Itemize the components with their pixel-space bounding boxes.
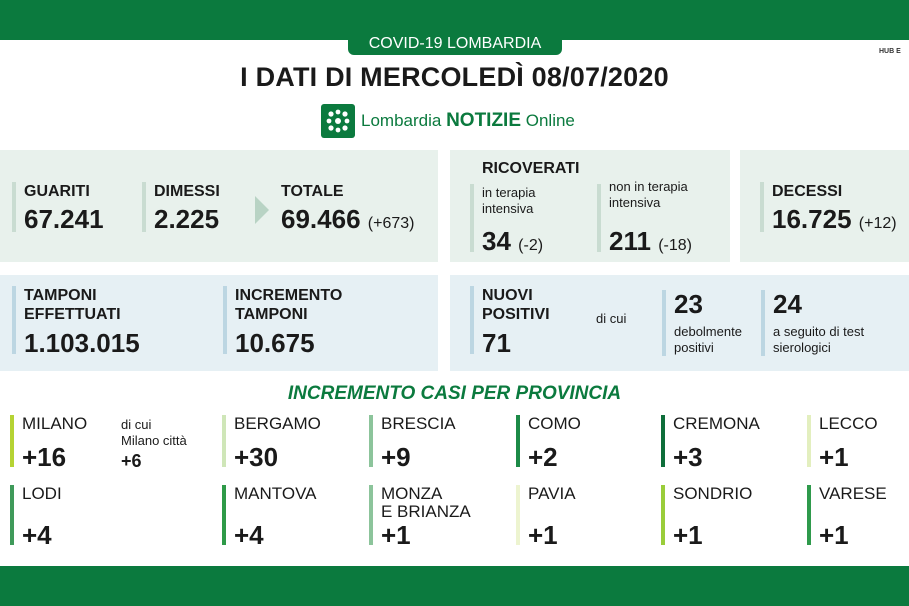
province-value: +1 [528, 520, 558, 550]
province-bar [807, 415, 811, 467]
province-name: SONDRIO [673, 484, 753, 503]
province-value: +3 [673, 442, 703, 472]
province-value: +1 [673, 520, 703, 550]
ti-line [470, 184, 474, 252]
nti-label-1: non in terapia [609, 179, 688, 194]
bottom-banner [0, 566, 909, 606]
deb-value: 23 [674, 289, 703, 319]
sier-value: 24 [773, 289, 802, 319]
province-bar [222, 485, 226, 545]
province-value: +30 [234, 442, 279, 472]
covid-tag: COVID-19 LOMBARDIA [348, 33, 562, 55]
incremento-line [223, 286, 227, 354]
province-value: +4 [234, 520, 264, 550]
ricoverati-label: RICOVERATI [482, 160, 580, 177]
guariti-value: 67.241 [24, 204, 104, 234]
province-bar [661, 415, 665, 467]
tamponi-label-2: EFFETTUATI [24, 306, 121, 323]
province-bar [807, 485, 811, 545]
nti-value: 211 (-18) [609, 226, 692, 256]
ti-label-1: in terapia [482, 185, 536, 200]
province-name-2: E BRIANZA [381, 502, 471, 521]
province-bar [222, 415, 226, 467]
decessi-line [760, 182, 764, 232]
province-bar [10, 485, 14, 545]
dimessi-line [142, 182, 146, 232]
province-bar [661, 485, 665, 545]
milano-note-1: di cui [121, 417, 152, 432]
decessi-label: DECESSI [772, 183, 843, 200]
lombardia-notizie-logo [321, 104, 575, 138]
province-name: MILANO [22, 414, 88, 433]
province-name: BRESCIA [381, 414, 456, 433]
province-name: COMO [528, 414, 581, 433]
positivi-value: 71 [482, 328, 511, 358]
province-value: +1 [819, 442, 849, 472]
positivi-label-1: NUOVI [482, 287, 533, 304]
arrow-right-icon [255, 196, 269, 224]
province-name: MANTOVA [234, 484, 317, 503]
ti-value: 34 (-2) [482, 226, 544, 256]
logo-text: Lombardia NOTIZIE Online [361, 110, 575, 131]
milano-note-2: Milano città [121, 433, 187, 448]
tamponi-label-1: TAMPONI [24, 287, 97, 304]
rosa-camuna-icon [321, 104, 355, 138]
positivi-label-2: POSITIVI [482, 306, 550, 323]
page-title: I DATI DI MERCOLEDÌ 08/07/2020 [240, 62, 669, 92]
deb-label-1: debolmente [674, 324, 742, 339]
province-name: VARESE [819, 484, 887, 503]
province-value: +16 [22, 442, 67, 472]
hub-label: HUB E [879, 48, 901, 55]
province-bar [516, 415, 520, 467]
deb-label-2: positivi [674, 340, 714, 355]
nti-label-2: intensiva [609, 195, 661, 210]
province-bar [516, 485, 520, 545]
incremento-value: 10.675 [235, 328, 315, 358]
dimessi-label: DIMESSI [154, 183, 220, 200]
nti-line [597, 184, 601, 252]
province-title: INCREMENTO CASI PER PROVINCIA [287, 383, 622, 404]
province-name: CREMONA [673, 414, 760, 433]
guariti-label: GUARITI [24, 183, 90, 200]
di-cui-label: di cui [596, 311, 627, 326]
milano-citta-value: +6 [121, 451, 142, 471]
totale-label: TOTALE [281, 183, 344, 200]
incremento-label-1: INCREMENTO [235, 287, 343, 304]
sier-label-2: sierologici [773, 340, 831, 355]
positivi-line [470, 286, 474, 354]
ti-label-2: intensiva [482, 201, 534, 216]
deb-line [662, 290, 666, 356]
province-name: PAVIA [528, 484, 576, 503]
decessi-value: 16.725 (+12) [772, 204, 897, 234]
province-name: MONZA [381, 484, 443, 503]
totale-value: 69.466 (+673) [281, 204, 415, 234]
province-value: +2 [528, 442, 558, 472]
province-value: +1 [381, 520, 411, 550]
province-bar [369, 485, 373, 545]
province-bar [10, 415, 14, 467]
province-value: +1 [819, 520, 849, 550]
guariti-line [12, 182, 16, 232]
province-bar [369, 415, 373, 467]
tamponi-value: 1.103.015 [24, 328, 140, 358]
province-name: BERGAMO [234, 414, 321, 433]
dimessi-value: 2.225 [154, 204, 220, 234]
province-value: +4 [22, 520, 52, 550]
incremento-label-2: TAMPONI [235, 306, 308, 323]
sier-line [761, 290, 765, 356]
tamponi-line [12, 286, 16, 354]
province-name: LECCO [819, 414, 878, 433]
sier-label-1: a seguito di test [773, 324, 865, 339]
province-name: LODI [22, 484, 62, 503]
province-value: +9 [381, 442, 411, 472]
